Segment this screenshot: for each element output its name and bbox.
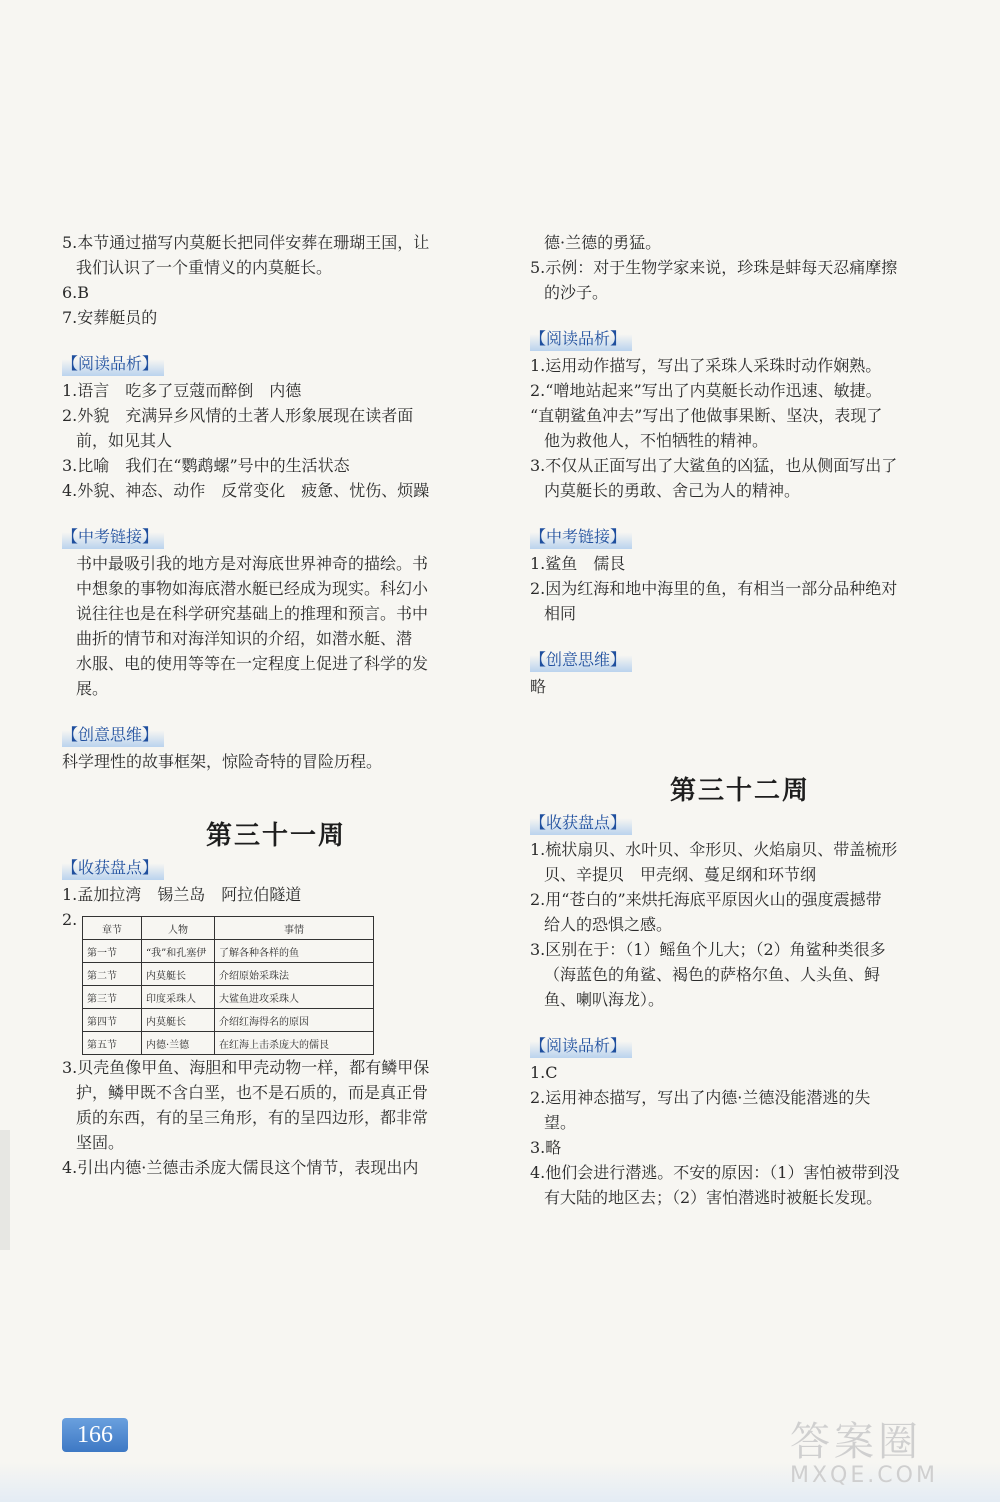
harvest-3-cont: 质的东西，有的呈三角形，有的呈四边形，都非常 <box>76 1108 429 1127</box>
table-cell: 内莫艇长 <box>142 963 215 986</box>
reading-3: 3.不仅从正面写出了大鲨鱼的凶猛，也从侧面写出了 <box>530 456 898 475</box>
answer-5-example-cont: 的沙子。 <box>544 283 609 302</box>
harvest-1: 1.孟加拉湾 锡兰岛 阿拉伯隧道 <box>62 885 302 904</box>
table-cell: 第五节 <box>83 1032 142 1055</box>
reading-3: 3.比喻 我们在“鹦鹉螺”号中的生活状态 <box>62 456 350 475</box>
reading-2: 2.“噌地站起来”写出了内莫艇长动作迅速、敏捷。 <box>530 381 882 400</box>
page-number: 166 <box>62 1418 128 1452</box>
reading-2-b: “直朝鲨鱼冲去”写出了他做事果断、坚决，表现了 <box>530 406 883 425</box>
watermark-url: MXQE.COM <box>790 1463 938 1488</box>
exam-line-3: 说往往也是在科学研究基础上的推理和预言。书中 <box>76 604 429 623</box>
section-heading-harvest: 【收获盘点】 <box>530 811 632 835</box>
question-1: 1.C <box>530 1063 558 1082</box>
harvest-1-cont: 贝、辛提贝 甲壳纲、蔓足纲和环节纲 <box>544 865 817 884</box>
week-32-title: 第三十二周 <box>669 776 810 806</box>
harvest-3-cont: （海蓝色的角鲨、褐色的萨格尔鱼、人头鱼、鲟 <box>544 965 881 984</box>
harvest-3-cont: 坚固。 <box>76 1133 125 1152</box>
exam-1: 1.鲨鱼 儒艮 <box>530 554 626 573</box>
creative-text: 略 <box>530 677 547 696</box>
section-heading-exam: 【中考链接】 <box>530 525 632 549</box>
table-cell: 第二节 <box>83 963 142 986</box>
table-header: 事情 <box>215 917 374 940</box>
table-cell: 介绍原始采珠法 <box>215 963 374 986</box>
harvest-4: 4.引出内德·兰德击杀庞大儒艮这个情节，表现出内 <box>62 1158 419 1177</box>
table-cell: 内德·兰德 <box>142 1032 215 1055</box>
answer-5-cont: 我们认识了一个重情义的内莫艇长。 <box>76 258 333 277</box>
page-edge-shadow <box>0 1130 10 1250</box>
left-column <box>62 230 490 1180</box>
table-row <box>83 963 374 986</box>
harvest-3-cont: 护，鳞甲既不含白垩，也不是石质的，而是真正骨 <box>76 1083 429 1102</box>
harvest-3-cont: 鱼、喇叭海龙）。 <box>544 990 665 1009</box>
exam-2: 2.因为红海和地中海里的鱼，有相当一部分品种绝对 <box>530 579 898 598</box>
exam-line-1: 书中最吸引我的地方是对海底世界神奇的描绘。书 <box>76 554 429 573</box>
exam-line-2: 中想象的事物如海底潜水艇已经成为现实。科幻小 <box>76 579 429 598</box>
harvest-1: 1.梳状扇贝、水叶贝、伞形贝、火焰扇贝、带盖梳形 <box>530 840 898 859</box>
table-cell: “我”和孔塞伊 <box>142 940 215 963</box>
table-cell: 印度采珠人 <box>142 986 215 1009</box>
table-header: 章节 <box>83 917 142 940</box>
section-heading-creative: 【创意思维】 <box>530 648 632 672</box>
table-row <box>83 986 374 1009</box>
harvest-2-cont: 给人的恐惧之感。 <box>544 915 673 934</box>
answer-7: 7.安葬艇员的 <box>62 308 158 327</box>
watermark-logo-text: 答案圈 <box>790 1419 922 1465</box>
table-header-row <box>83 917 374 940</box>
question-2: 2.运用神态描写，写出了内德·兰德没能潜逃的失 <box>530 1088 871 1107</box>
harvest-3: 3.贝壳鱼像甲鱼、海胆和甲壳动物一样，都有鳞甲保 <box>62 1058 430 1077</box>
harvest-3: 3.区别在于：（1）鳐鱼个儿大；（2）角鲨种类很多 <box>530 940 886 959</box>
table-header: 人物 <box>142 917 215 940</box>
question-3: 3.略 <box>530 1138 562 1157</box>
table-cell: 大鲨鱼进攻采珠人 <box>215 986 374 1009</box>
table-cell: 第三节 <box>83 986 142 1009</box>
continued-answer: 德·兰德的勇猛。 <box>544 233 662 252</box>
reading-3-cont: 内莫艇长的勇敢、舍己为人的精神。 <box>544 481 801 500</box>
section-heading-reading: 【阅读品析】 <box>530 327 632 351</box>
table-cell: 内莫艇长 <box>142 1009 215 1032</box>
table-cell: 介绍红海得名的原因 <box>215 1009 374 1032</box>
section-heading-reading: 【阅读品析】 <box>62 352 164 376</box>
answer-6: 6.B <box>62 283 90 302</box>
reading-2-b-cont: 他为救他人，不怕牺牲的精神。 <box>544 431 769 450</box>
exam-line-5: 水服、电的使用等等在一定程度上促进了科学的发 <box>76 654 429 673</box>
table-cell: 第四节 <box>83 1009 142 1032</box>
table-cell: 了解各种各样的鱼 <box>215 940 374 963</box>
harvest-2: 2.用“苍白的”来烘托海底平原因火山的强度震撼带 <box>530 890 882 909</box>
exam-line-6: 展。 <box>76 679 109 698</box>
section-heading-reading-2: 【阅读品析】 <box>530 1034 632 1058</box>
exam-line-4: 曲折的情节和对海洋知识的介绍，如潜水艇、潜 <box>76 629 413 648</box>
question-2-cont: 望。 <box>544 1113 577 1132</box>
question-4: 4.他们会进行潜逃。不安的原因：（1）害怕被带到没 <box>530 1163 900 1182</box>
watermark <box>790 1410 990 1495</box>
answer-5: 5.本节通过描写内莫艇长把同伴安葬在珊瑚王国，让 <box>62 233 430 252</box>
table-row <box>83 1009 374 1032</box>
reading-2: 2.外貌 充满异乡风情的土著人形象展现在读者面 <box>62 406 414 425</box>
section-heading-harvest: 【收获盘点】 <box>62 856 164 880</box>
right-column <box>530 230 950 1210</box>
section-heading-exam: 【中考链接】 <box>62 525 164 549</box>
reading-1: 1.运用动作描写，写出了采珠人采珠时动作娴熟。 <box>530 356 882 375</box>
creative-text: 科学理性的故事框架，惊险奇特的冒险历程。 <box>62 752 383 771</box>
reading-2-cont: 前，如见其人 <box>76 431 173 450</box>
reading-1: 1.语言 吃多了豆蔻而醉倒 内德 <box>62 381 302 400</box>
table-row <box>83 940 374 963</box>
reading-4: 4.外貌、神态、动作 反常变化 疲惫、忧伤、烦躁 <box>62 481 430 500</box>
section-heading-creative: 【创意思维】 <box>62 723 164 747</box>
chapter-table <box>82 916 374 1055</box>
table-row <box>83 1032 374 1055</box>
question-4-cont: 有大陆的地区去；（2）害怕潜逃时被艇长发现。 <box>544 1188 883 1207</box>
week-31-title: 第三十一周 <box>205 821 346 851</box>
table-cell: 第一节 <box>83 940 142 963</box>
answer-5-example: 5.示例：对于生物学家来说，珍珠是蚌每天忍痛摩擦 <box>530 258 898 277</box>
table-cell: 在红海上击杀庞大的儒艮 <box>215 1032 374 1055</box>
exam-2-cont: 相同 <box>544 604 577 623</box>
harvest-2-number: 2. <box>62 910 78 929</box>
